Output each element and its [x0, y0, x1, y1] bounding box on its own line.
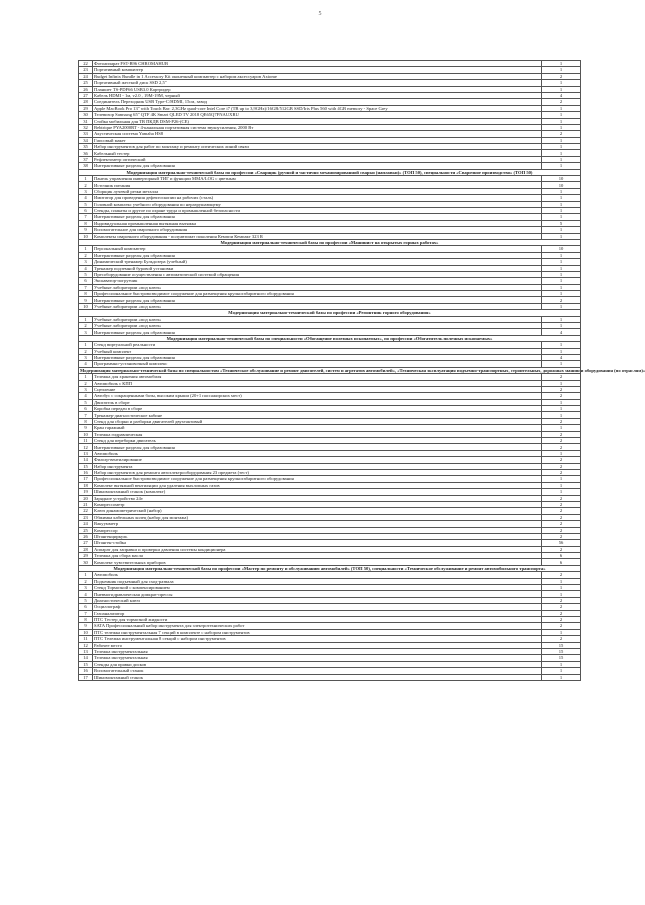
row-number: 8 — [79, 220, 93, 226]
item-quantity: 56 — [542, 540, 581, 546]
item-name: ПТС Тестер для тормозной жидкости — [93, 616, 542, 622]
item-quantity: 1 — [542, 629, 581, 635]
row-number: 27 — [79, 540, 93, 546]
item-name: Стенд для сборки и разборки двигателей двухтактовый — [93, 418, 542, 424]
row-number: 6 — [79, 406, 93, 412]
section-title: Модернизация материально-технической базы по специальности «Обогащение полезных ископаемых», по профессии «Обогатитель полезных ископаемых» — [79, 335, 581, 341]
section-title: Модернизация материально-технической базы по профессии «Ремонтник горного оборудования» — [79, 310, 581, 316]
item-name: Budget Infinix Bundle in 1 Accessory Kit оконечный компьютер с набором аксессуаров Axiomе — [93, 73, 542, 79]
row-number: 29 — [79, 553, 93, 559]
item-name: Стенд виртуальной реальности — [93, 342, 542, 348]
item-name: Учебные лаборатории «под ключ» — [93, 323, 542, 329]
item-name: Автомобиль — [93, 450, 542, 456]
item-name: Интерактивные разделы для образования — [93, 329, 542, 335]
item-quantity: 1 — [542, 156, 581, 162]
item-quantity: 4 — [542, 92, 581, 98]
item-name: Зарядное устройство 24v — [93, 495, 542, 501]
row-number: 2 — [79, 348, 93, 354]
item-name: Учебные лаборатории «под ключ» — [93, 303, 542, 309]
item-name: Учебные лаборатории «под ключ» — [93, 284, 542, 290]
item-quantity: 1 — [542, 137, 581, 143]
item-name: Стойка мобильная для ТВ ПКДВ DSM-P26-(CE) — [93, 118, 542, 124]
item-name: ПТС Тележка инструментальная 8 секций с набором инструментов — [93, 636, 542, 642]
item-name: SATA Профессиональный набор инструмента для электротехнических работ — [93, 623, 542, 629]
row-number: 28 — [79, 99, 93, 105]
row-number: 5 — [79, 399, 93, 405]
item-quantity: 2 — [542, 610, 581, 616]
item-name: Профессиональное быстровозводимое сооружение для размещения крупногабаритного оборудования — [93, 476, 542, 482]
item-quantity: 1 — [542, 425, 581, 431]
item-quantity: 2 — [542, 470, 581, 476]
item-quantity: 1 — [542, 150, 581, 156]
item-name: Стенд для переборки двигатель — [93, 438, 542, 444]
item-name: Обжимка кабельных колец (набор для монтажа) — [93, 514, 542, 520]
item-quantity: 2 — [542, 73, 581, 79]
item-quantity: 1 — [542, 195, 581, 201]
item-quantity: 1 — [542, 163, 581, 169]
item-quantity: 15 — [542, 655, 581, 661]
row-number: 26 — [79, 86, 93, 92]
row-number: 8 — [79, 616, 93, 622]
item-name: Шиномонтажный станок — [93, 674, 542, 680]
item-quantity: 2 — [542, 418, 581, 424]
row-number: 23 — [79, 67, 93, 73]
item-quantity: 15 — [542, 648, 581, 654]
item-quantity: 2 — [542, 572, 581, 578]
row-number: 14 — [79, 457, 93, 463]
item-name: Тележка гидравлическая — [93, 431, 542, 437]
item-quantity: 1 — [542, 188, 581, 194]
row-number: 11 — [79, 636, 93, 642]
item-name: Стенды для правки дисков — [93, 661, 542, 667]
item-quantity: 1 — [542, 284, 581, 290]
item-name: Кран гаражный — [93, 425, 542, 431]
row-number: 22 — [79, 61, 93, 67]
item-name: Портативный жесткий диск SSD 2,5" — [93, 80, 542, 86]
item-quantity: 1 — [542, 124, 581, 130]
item-quantity: 2 — [542, 514, 581, 520]
row-number: 21 — [79, 501, 93, 507]
item-name: Соединитель Переходник USB Type-C/HDMI, 15см, завод — [93, 99, 542, 105]
item-quantity: 2 — [542, 431, 581, 437]
row-number: 2 — [79, 323, 93, 329]
row-number: 34 — [79, 137, 93, 143]
item-quantity: 2 — [542, 131, 581, 137]
item-quantity: 4 — [542, 354, 581, 360]
item-name: Интерактивные разделы для образования — [93, 163, 542, 169]
item-quantity: 1 — [542, 323, 581, 329]
item-quantity: 1 — [542, 661, 581, 667]
row-number: 8 — [79, 291, 93, 297]
item-quantity: 2 — [542, 444, 581, 450]
item-name: Индивидуальная промышленная вытяжная вытяжка — [93, 220, 542, 226]
row-number: 3 — [79, 386, 93, 392]
row-number: 16 — [79, 470, 93, 476]
item-quantity: 2 — [542, 616, 581, 622]
item-name: Кабель HDMI - 1м, v2.0 , 19M-19M, черный — [93, 92, 542, 98]
row-number: 4 — [79, 265, 93, 271]
row-number: 38 — [79, 163, 93, 169]
item-name: Коробка передач в сборе — [93, 406, 542, 412]
item-name: Телевизор Samsung 65" QTF 4K Smart QLED TV 2018 QE65Q7FNAUXRU — [93, 112, 542, 118]
row-number: 2 — [79, 380, 93, 386]
row-number: 9 — [79, 623, 93, 629]
item-quantity: 1 — [542, 86, 581, 92]
item-name: Пресоборудование осуществления с автоматической системой обращения — [93, 271, 542, 277]
item-name: Тренажер-диагностическое кабине — [93, 412, 542, 418]
row-number: 4 — [79, 591, 93, 597]
row-number: 9 — [79, 425, 93, 431]
row-number: 3 — [79, 329, 93, 335]
row-number: 8 — [79, 418, 93, 424]
row-number: 10 — [79, 303, 93, 309]
item-quantity: 2 — [542, 386, 581, 392]
item-name: Тележка для хранения автомобиля — [93, 374, 542, 380]
item-name: Двигатель в сборе — [93, 399, 542, 405]
row-number: 23 — [79, 514, 93, 520]
item-name: Набор инструментов для работ по монтажу и ремонту оптических линий связи — [93, 144, 542, 150]
row-number: 4 — [79, 361, 93, 367]
item-quantity: 1 — [542, 271, 581, 277]
item-quantity: 1 — [542, 144, 581, 150]
item-name: Динамический тренажер Бульдозера (учебный) — [93, 259, 542, 265]
row-number: 7 — [79, 214, 93, 220]
row-number: 1 — [79, 342, 93, 348]
row-number: 5 — [79, 597, 93, 603]
item-quantity: 1 — [542, 278, 581, 284]
section-header-row — [79, 565, 581, 571]
row-number: 11 — [79, 438, 93, 444]
item-quantity: 2 — [542, 623, 581, 629]
item-quantity: 1 — [542, 450, 581, 456]
item-name: Интерактивные разделы для образования — [93, 214, 542, 220]
item-name: Интерактивные разделы для образования — [93, 297, 542, 303]
item-name: Планшет TS-PDF66 USB3.0 Картридер — [93, 86, 542, 92]
item-name: Тележка для сбора масла — [93, 553, 542, 559]
row-number: 3 — [79, 188, 93, 194]
item-quantity: 1 — [542, 342, 581, 348]
row-number: 9 — [79, 227, 93, 233]
item-quantity: 1 — [542, 259, 581, 265]
item-quantity: 1 — [542, 291, 581, 297]
item-name: Программно-установочный комплекс — [93, 361, 542, 367]
item-name: Комплект чувствительных приборов — [93, 559, 542, 565]
item-quantity: 1 — [542, 67, 581, 73]
item-quantity: 2 — [542, 463, 581, 469]
item-name: Тележка инструментальная — [93, 648, 542, 654]
item-name: Акустическая система Yamaha HS8 — [93, 131, 542, 137]
item-name: Осциллограф — [93, 604, 542, 610]
row-number: 6 — [79, 278, 93, 284]
section-header-row — [79, 169, 581, 175]
row-number: 2 — [79, 578, 93, 584]
item-quantity: 1 — [542, 118, 581, 124]
item-name: Комплекты сварочного оборудования - полуавтомат поколения Кемппи Кемпакт 323 R — [93, 233, 542, 239]
item-name: Пневмогидравлическая домкрат-прессы — [93, 591, 542, 597]
item-name: Набор инструментов для ремонта автоэлектрооборудования 23 предмета (тест) — [93, 470, 542, 476]
item-name: Подъемник подъемный для сход-развала — [93, 578, 542, 584]
row-number: 26 — [79, 533, 93, 539]
row-number: 24 — [79, 73, 93, 79]
item-quantity: 1 — [542, 412, 581, 418]
row-number: 25 — [79, 80, 93, 86]
item-quantity: 1 — [542, 214, 581, 220]
row-number: 13 — [79, 450, 93, 456]
item-quantity: 1 — [542, 265, 581, 271]
item-name: Apple MacBook Pro 13" with Touch Bar: 2,3GHz quad-core Intel Core i7 (TB up to 3,9GHz)/16GB/512GB SSD/Iris Plus 560 with 4GB memory - Space Grey — [93, 105, 542, 111]
row-number: 7 — [79, 284, 93, 290]
row-number: 17 — [79, 674, 93, 680]
row-number: 2 — [79, 252, 93, 258]
row-number: 15 — [79, 463, 93, 469]
row-number: 30 — [79, 559, 93, 565]
item-quantity: 2 — [542, 438, 581, 444]
item-quantity: 2 — [542, 99, 581, 105]
item-name: Bebtrique PYA2000RT - 4-канальная портативная система звукоусиления, 2000 Вт — [93, 124, 542, 130]
item-quantity: 1 — [542, 578, 581, 584]
item-quantity: 2 — [542, 297, 581, 303]
item-name: Штанген-стойка — [93, 540, 542, 546]
item-quantity: 1 — [542, 105, 581, 111]
item-name: Фильтр-вентилирование — [93, 457, 542, 463]
item-quantity: 1 — [542, 252, 581, 258]
item-name: Имитатор для проведения дефектоскопии на рабочих (сталь) — [93, 195, 542, 201]
item-name: Стенды, плакаты и другое по охране труда и промышленной безопасности — [93, 207, 542, 213]
row-number: 5 — [79, 271, 93, 277]
item-quantity: 10 — [542, 246, 581, 252]
equipment-document — [78, 60, 645, 681]
item-name: Фотоаппарат FST-B96 CHROMAHUB — [93, 61, 542, 67]
section-title: Модернизация материально-технической базы по профессии «Сварщик (ручной и частично механизированной сварки (наплавки)» (ТОП 50), специальности «Сварочное производство» (ТОП 50) — [79, 169, 581, 175]
item-name: Тренажер подземной буровой установки — [93, 265, 542, 271]
item-name: Экскаватор-погрузчик — [93, 278, 542, 284]
section-title: Модернизация материально-технической базы по профессии «Мастер по ремонту и обслуживанию автомобилей» (ТОП 50), специальности «Техническое обслуживание и ремонт автомобильного транспорта» — [79, 565, 581, 571]
item-name: Интерактивные разделы для образования — [93, 444, 542, 450]
item-name: Автомобиль с КПП — [93, 380, 542, 386]
row-number: 5 — [79, 201, 93, 207]
item-quantity: 1 — [542, 80, 581, 86]
item-name: Сцепление — [93, 386, 542, 392]
item-quantity: 1 — [542, 406, 581, 412]
section-title: Модернизация материально-технической базы по профессии «Машинист на открытых горных работах» — [79, 239, 581, 245]
item-name: Учебный комплект — [93, 348, 542, 354]
item-name: Сборщик лучевой резки металла — [93, 188, 542, 194]
row-number: 1 — [79, 176, 93, 182]
item-quantity: 1 — [542, 201, 581, 207]
row-number: 2 — [79, 182, 93, 188]
item-quantity: 1 — [542, 227, 581, 233]
item-name: Рефлектометр оптический — [93, 156, 542, 162]
item-quantity: 1 — [542, 61, 581, 67]
item-quantity: 2 — [542, 597, 581, 603]
item-quantity: 1 — [542, 303, 581, 309]
row-number: 20 — [79, 495, 93, 501]
row-number: 3 — [79, 585, 93, 591]
item-quantity: 4 — [542, 329, 581, 335]
item-quantity: 1 — [542, 380, 581, 386]
item-name: Интерактивные разделы для образования — [93, 252, 542, 258]
item-name: Панель управления инверторный ТИГ и функции MMA/LOG с цветным — [93, 176, 542, 182]
item-quantity: 2 — [542, 533, 581, 539]
item-quantity: 2 — [542, 604, 581, 610]
item-name: Газоанализатор — [93, 610, 542, 616]
row-number: 29 — [79, 105, 93, 111]
row-number: 12 — [79, 444, 93, 450]
row-number: 35 — [79, 144, 93, 150]
table-row — [79, 674, 581, 680]
item-name: ПТС тележка инструментальная 7 секций в комплекте с набором инструментов — [93, 629, 542, 635]
row-number: 36 — [79, 150, 93, 156]
item-name: Набор инструмента — [93, 463, 542, 469]
row-number: 25 — [79, 527, 93, 533]
item-quantity: 1 — [542, 316, 581, 322]
item-quantity: 2 — [542, 501, 581, 507]
row-number: 3 — [79, 259, 93, 265]
item-name: Штангенциркуль — [93, 533, 542, 539]
item-quantity: 10 — [542, 182, 581, 188]
section-title: Модернизация материально-технической базы по специальностям «Техническое обслуживание и ремонт двигателей, систем и агрегатов автомобилей», «Техническая эксплуатация подъемно-транспортных, строительных, дорожных машин и оборудования (по отраслям)» — [80, 367, 645, 373]
item-quantity: 1 — [542, 674, 581, 680]
row-number: 1 — [79, 374, 93, 380]
row-number: 6 — [79, 604, 93, 610]
item-name: Источник питания — [93, 182, 542, 188]
row-number: 37 — [79, 156, 93, 162]
item-quantity: 1 — [542, 585, 581, 591]
row-number: 30 — [79, 112, 93, 118]
item-name: Персональный компьютер — [93, 246, 542, 252]
item-quantity: 1 — [542, 482, 581, 488]
row-number: 18 — [79, 482, 93, 488]
item-quantity: 1 — [542, 476, 581, 482]
item-name: Шиномонтажный станок (комплект) — [93, 489, 542, 495]
item-quantity: 1 — [542, 112, 581, 118]
row-number: 10 — [79, 629, 93, 635]
item-quantity: 1 — [542, 399, 581, 405]
item-quantity: 2 — [542, 636, 581, 642]
row-number: 3 — [79, 354, 93, 360]
row-number: 9 — [79, 297, 93, 303]
row-number: 16 — [79, 668, 93, 674]
item-quantity: 10 — [542, 176, 581, 182]
row-number: 1 — [79, 316, 93, 322]
item-quantity: 2 — [542, 374, 581, 380]
item-quantity: 2 — [542, 495, 581, 501]
row-number: 10 — [79, 233, 93, 239]
item-name: Портативный компьютер — [93, 67, 542, 73]
row-number: 14 — [79, 655, 93, 661]
item-name: Комплект вытяжной вентиляции для удаления выхлопных газов — [93, 482, 542, 488]
item-name: Вспомогательное для сварочного оборудования — [93, 227, 542, 233]
item-name: Кабельный тестер — [93, 150, 542, 156]
page-number: 5 — [318, 11, 322, 17]
item-name: Стенд Тормозной с компенсированием — [93, 585, 542, 591]
item-quantity: 6 — [542, 553, 581, 559]
row-number: 32 — [79, 124, 93, 130]
row-number: 4 — [79, 195, 93, 201]
item-quantity: 1 — [542, 591, 581, 597]
item-quantity: 2 — [542, 546, 581, 552]
row-number: 12 — [79, 642, 93, 648]
item-name: Профессиональное быстровозводимое сооружение для размещения крупногабаритного оборудования — [93, 291, 542, 297]
section-header-row — [79, 367, 581, 373]
row-number: 17 — [79, 476, 93, 482]
item-quantity: 1 — [542, 668, 581, 674]
item-name: Вспомогательный станок — [93, 668, 542, 674]
row-number: 7 — [79, 610, 93, 616]
row-number: 22 — [79, 508, 93, 514]
row-number: 4 — [79, 393, 93, 399]
item-name: Гипсовый макет — [93, 137, 542, 143]
row-number: 10 — [79, 431, 93, 437]
item-quantity: 2 — [542, 508, 581, 514]
item-name: Вакуумметр — [93, 521, 542, 527]
item-name: Компрессор — [93, 527, 542, 533]
item-quantity: 1 — [542, 489, 581, 495]
item-quantity: 1 — [542, 348, 581, 354]
equipment-table — [78, 60, 645, 681]
row-number: 7 — [79, 412, 93, 418]
item-name: Ключ динамометрический (набор) — [93, 508, 542, 514]
row-number: 1 — [79, 572, 93, 578]
item-name: Компрессометр — [93, 501, 542, 507]
item-name: Рабочее место — [93, 642, 542, 648]
item-quantity: 2 — [542, 393, 581, 399]
row-number: 33 — [79, 131, 93, 137]
item-quantity: 1 — [542, 361, 581, 367]
item-quantity: 2 — [542, 521, 581, 527]
row-number: 24 — [79, 521, 93, 527]
item-quantity: 2 — [542, 457, 581, 463]
item-quantity: 1 — [542, 207, 581, 213]
row-number: 1 — [79, 246, 93, 252]
item-name: Головной комплекс учебного оборудования по неразрушающему — [93, 201, 542, 207]
row-number: 15 — [79, 661, 93, 667]
item-quantity: 1 — [542, 233, 581, 239]
row-number: 31 — [79, 118, 93, 124]
row-number: 27 — [79, 92, 93, 98]
row-number: 28 — [79, 546, 93, 552]
item-name: Аппарат для заправки и проверки давления системы кондиционера — [93, 546, 542, 552]
item-name: Интерактивные разделы для образования — [93, 354, 542, 360]
row-number: 13 — [79, 648, 93, 654]
item-name: Учебные лаборатории «под ключ» — [93, 316, 542, 322]
item-name: Диагностический ключ — [93, 597, 542, 603]
item-quantity: 6 — [542, 559, 581, 565]
item-quantity: 2 — [542, 527, 581, 533]
item-quantity: 5 — [542, 220, 581, 226]
row-number: 6 — [79, 207, 93, 213]
item-name: Автомобиль — [93, 572, 542, 578]
item-name: Автобус с сокращенными базы, высоким крыши (20+1 пассажирских мест) — [93, 393, 542, 399]
row-number: 19 — [79, 489, 93, 495]
item-name: Тележка инструментальная — [93, 655, 542, 661]
item-quantity: 15 — [542, 642, 581, 648]
